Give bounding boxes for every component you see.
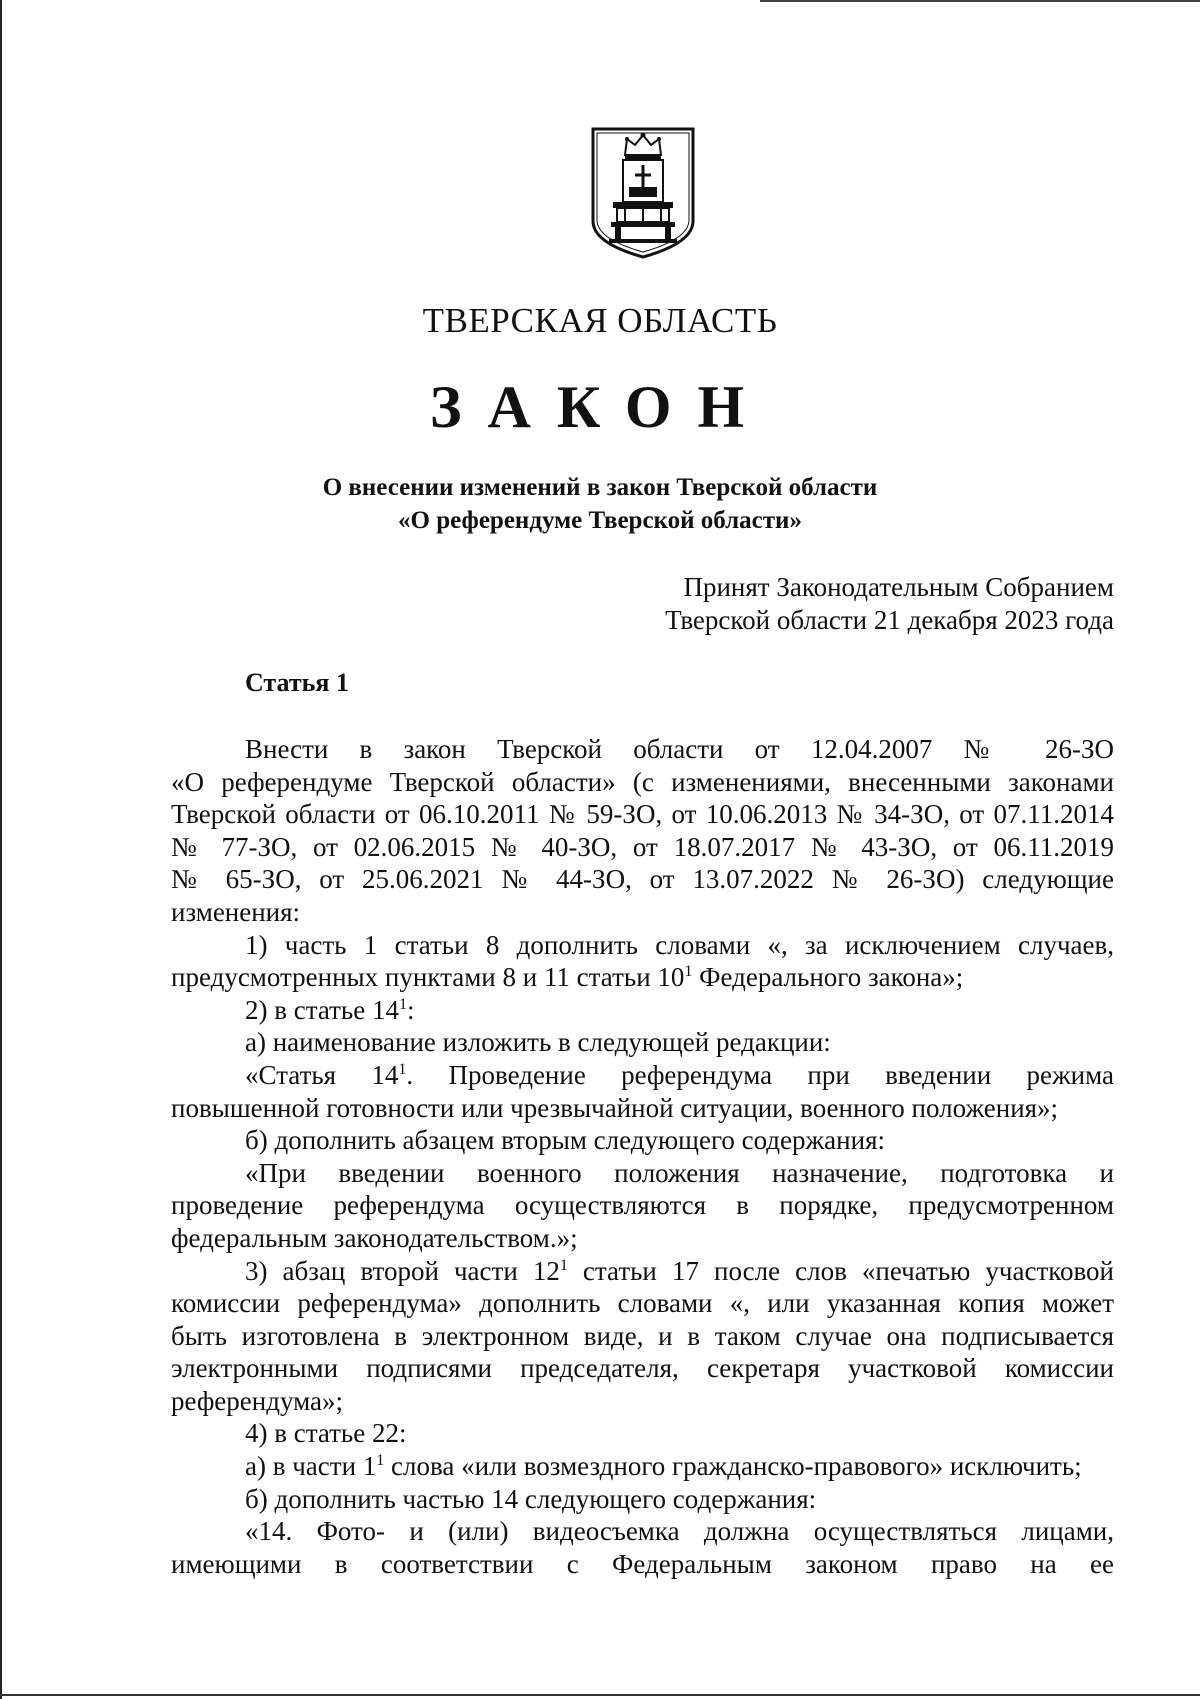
body-line (171, 961, 1114, 994)
body-paragraph: а) наименование изложить в следующей редакции: (245, 1027, 831, 1058)
body-line: изменения: (171, 896, 301, 927)
body-line: референдума»; (171, 1385, 343, 1416)
scan-edge (760, 0, 1200, 2)
superscript: 1 (398, 995, 407, 1013)
law-title-line: «О референдуме Тверской области» (398, 507, 802, 534)
body-paragraph: «14. Фото- и (или) видеосъемка должна осуществляться лицами, (245, 1516, 1114, 1547)
superscript: 1 (559, 1256, 568, 1274)
body-paragraph: б) дополнить абзацем вторым следующего содержания: (245, 1125, 885, 1156)
body-line: федеральным законодательством.»; (171, 1222, 578, 1253)
article-heading: Статья 1 (245, 668, 349, 697)
text-fragment: . Проведение референдума при введении режима (406, 1059, 1114, 1090)
body-paragraph (171, 994, 1114, 1027)
adoption-line: Тверской области 21 декабря 2023 года (665, 605, 1114, 635)
adoption-line: Принят Законодательным Собранием (683, 572, 1114, 602)
body-paragraph: Внести в закон Тверской области от 12.04.2007 № 26-ЗО (245, 734, 1114, 764)
text-fragment: статьи 17 после слов «печатью участковой (567, 1255, 1115, 1286)
body-paragraph (171, 1255, 1114, 1288)
body-line: № 77-ЗО, от 02.06.2015 № 40-ЗО, от 18.07.2017 № 43-ЗО, от 06.11.2019 (171, 831, 1114, 862)
body-paragraph (171, 1059, 1114, 1092)
body-line: электронными подписями председателя, секретаря участковой комиссии (171, 1353, 1114, 1384)
text-fragment: предусмотренных пунктами 8 и 11 статьи 10 (171, 962, 685, 993)
body-paragraph: б) дополнить частью 14 следующего содержания: (245, 1483, 817, 1514)
body-paragraph: 1) часть 1 статьи 8 дополнить словами «, за исключением случаев, (245, 929, 1114, 960)
scan-edge (0, 1694, 1200, 1696)
law-title (0, 471, 1200, 537)
text-fragment: : (406, 994, 415, 1025)
superscript: 1 (398, 1060, 407, 1078)
superscript: 1 (684, 963, 693, 981)
body-line: № 65-ЗО, от 25.06.2021 № 44-ЗО, от 13.07.2022 № 26-ЗО) следующие (171, 864, 1114, 895)
adoption-note (665, 571, 1114, 637)
scan-edge (0, 0, 2, 1699)
text-fragment: а) в части 1 (245, 1451, 377, 1482)
region-name: ТВЕРСКАЯ ОБЛАСТЬ (422, 301, 778, 340)
superscript: 1 (376, 1452, 385, 1470)
body-line: Тверской области от 06.10.2011 № 59-ЗО, от 10.06.2013 № 34-ЗО, от 07.11.2014 (171, 799, 1114, 830)
tver-coat-of-arms-icon (589, 125, 697, 260)
text-fragment: слова «или возмездного гражданско-правового» исключить; (384, 1451, 1082, 1482)
body-line: быть изготовлена в электронном виде, и в таком случае она подписывается (171, 1320, 1114, 1351)
text-fragment: 2) в статье 14 (245, 994, 399, 1025)
body-paragraph: «При введении военного положения назначение, подготовка и (245, 1157, 1114, 1188)
law-title-line: О внесении изменений в закон Тверской области (322, 474, 878, 501)
text-fragment: 3) абзац второй части 12 (245, 1255, 560, 1286)
body-line: комиссии референдума» дополнить словами «, или указанная копия может (171, 1288, 1114, 1319)
body-paragraph (171, 1450, 1114, 1483)
body-line: проведение референдума осуществляются в порядке, предусмотренном (171, 1190, 1114, 1221)
body-line: повышенной готовности или чрезвычайной ситуации, военного положения»; (171, 1092, 1059, 1123)
article-body (171, 733, 1114, 1580)
document-type: ЗАКОН (429, 374, 771, 440)
body-line: «О референдуме Тверской области» (с изменениями, внесенными законами (171, 766, 1114, 797)
text-fragment: «Статья 14 (245, 1059, 399, 1090)
body-line: имеющими в соответствии с Федеральным законом право на ее (171, 1548, 1114, 1579)
body-paragraph: 4) в статье 22: (245, 1418, 407, 1449)
text-fragment: Федерального закона»; (692, 962, 964, 993)
